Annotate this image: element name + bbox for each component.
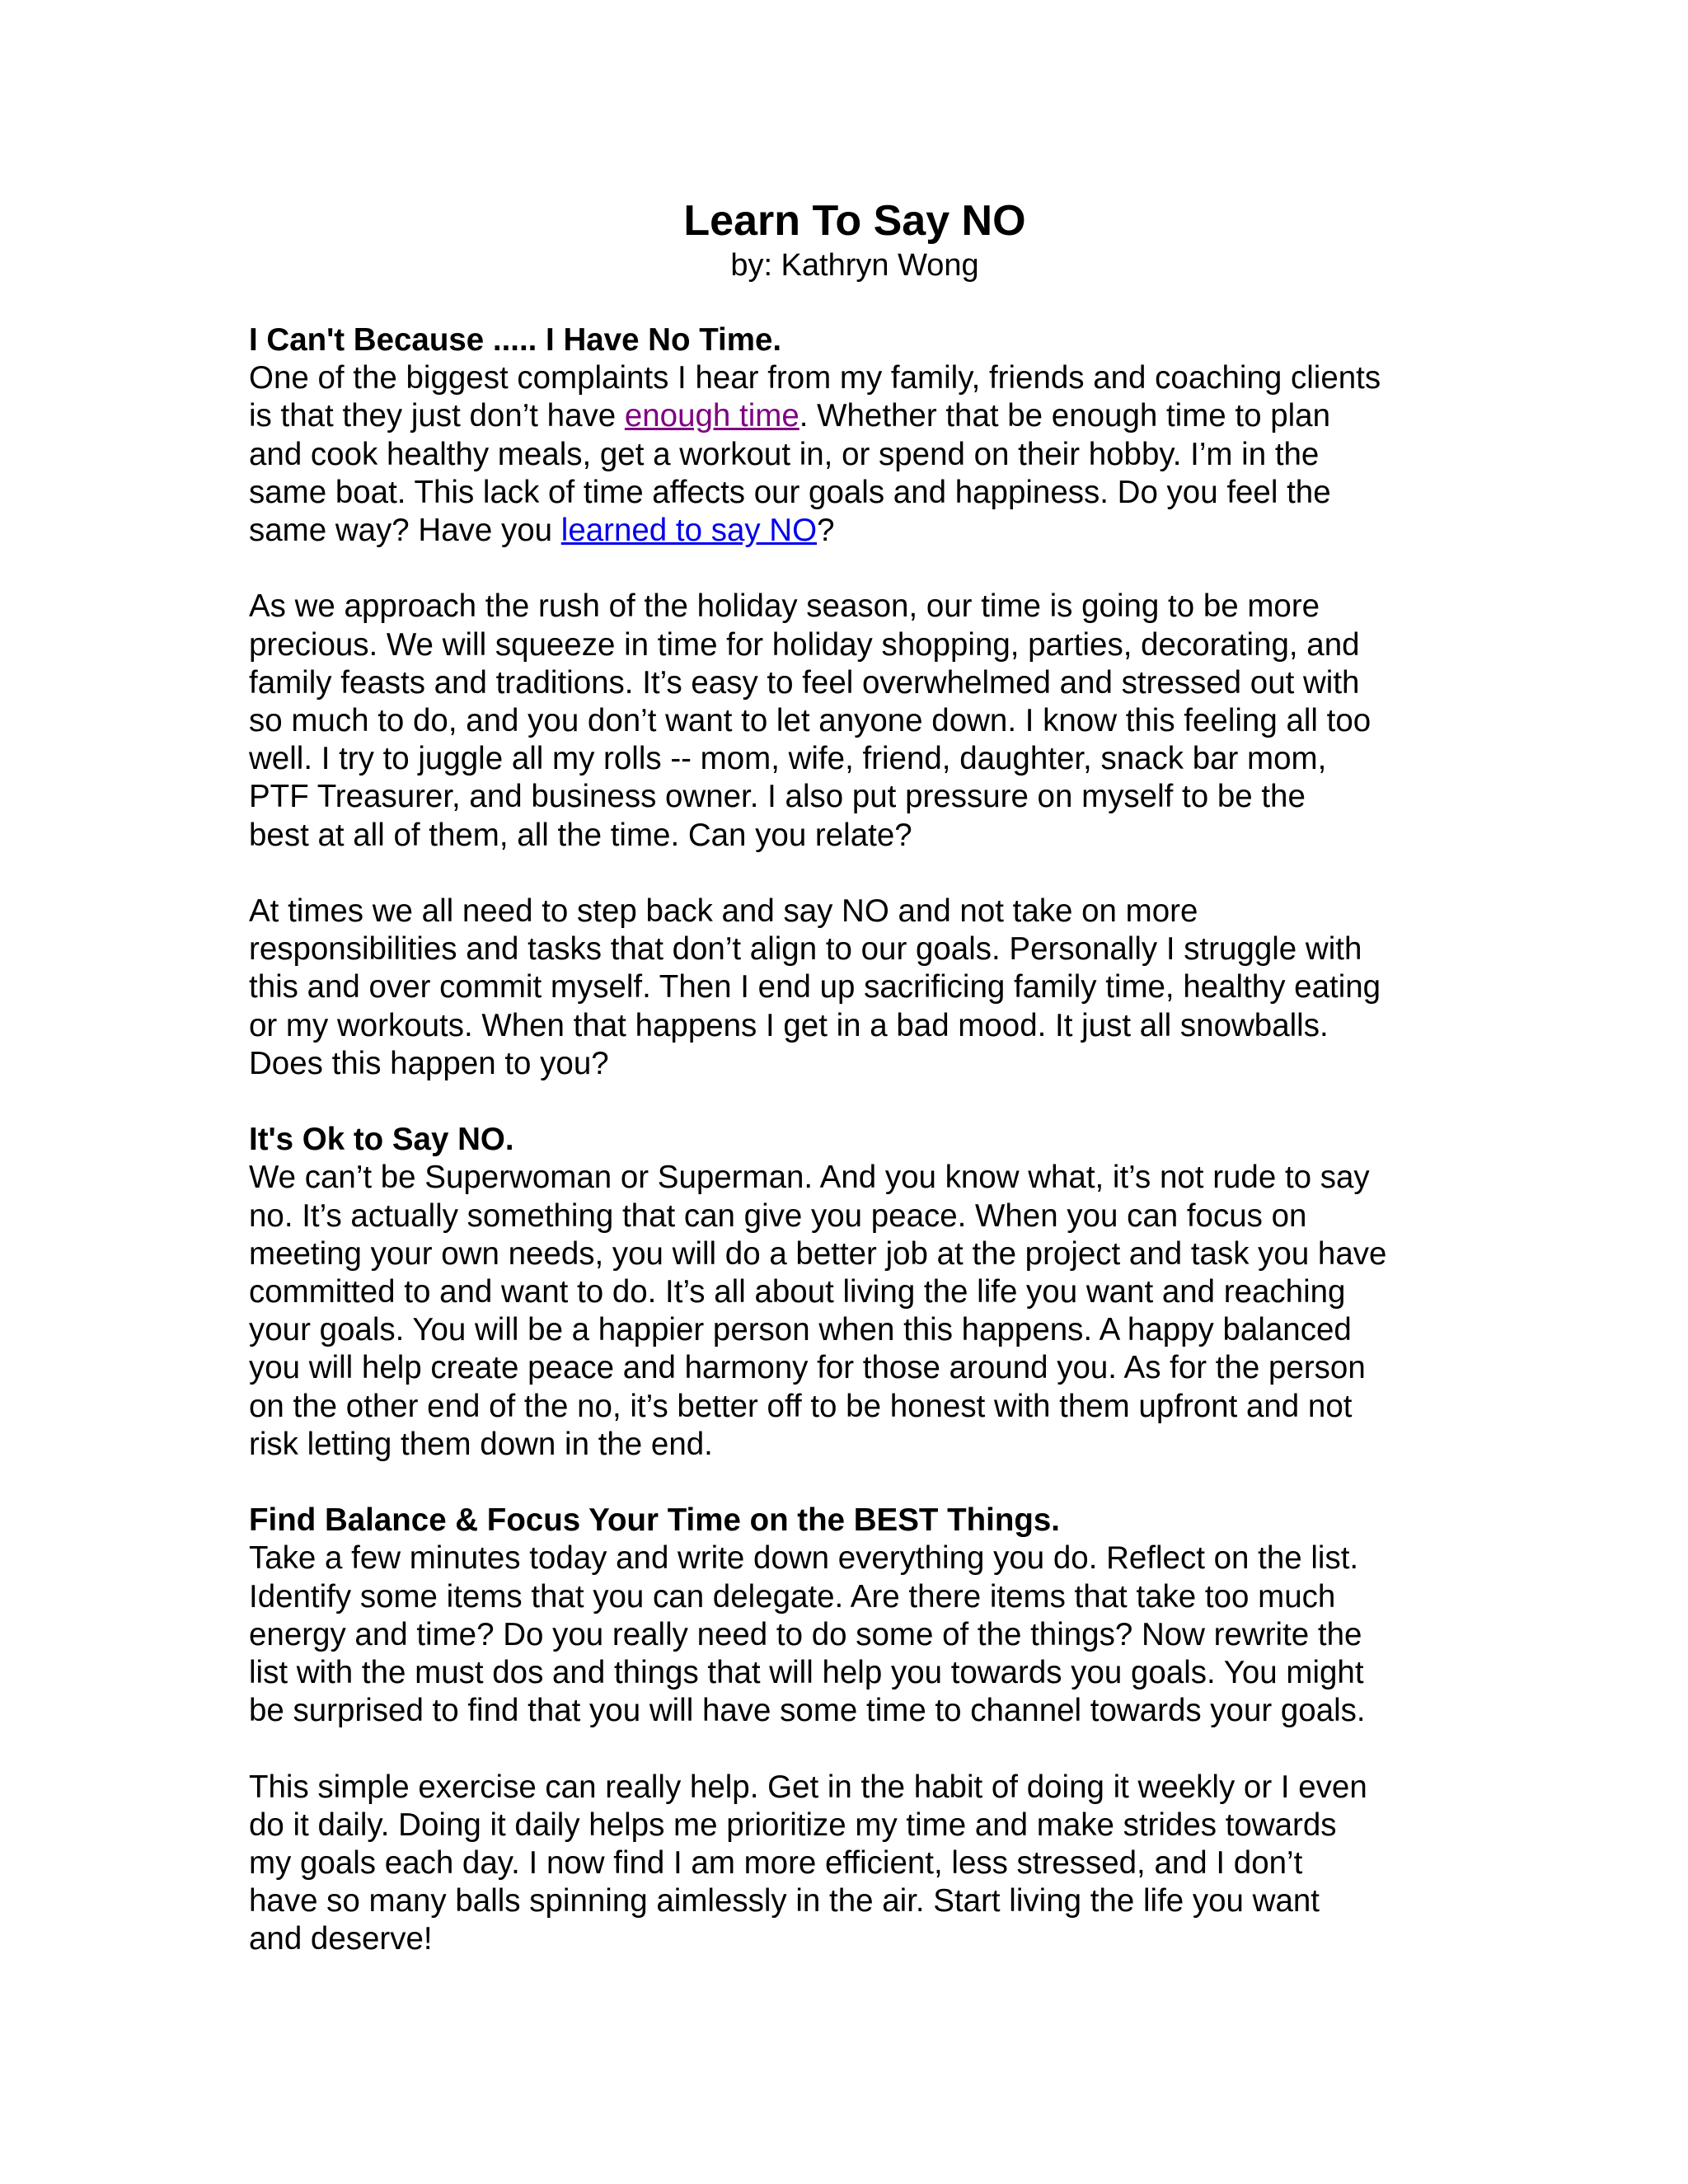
paragraph — [249, 893, 1461, 1083]
section-heading-ok-to-say-no: It's Ok to Say NO. — [249, 1122, 514, 1158]
text-line: One of the biggest complaints I hear from my family, friends and coaching clients — [249, 360, 1381, 396]
text-line: committed to and want to do. It’s all about living the life you want and reaching — [249, 1274, 1346, 1310]
paragraph — [249, 588, 1461, 854]
text-line: Identify some items that you can delegate. Are there items that take too much — [249, 1578, 1336, 1615]
paragraph — [249, 1769, 1461, 1959]
text-span: same way? Have you — [249, 513, 561, 549]
text-line — [249, 512, 1461, 550]
paragraph — [249, 359, 1461, 550]
paragraph — [249, 1159, 1461, 1464]
text-line: on the other end of the no, it’s better off to be honest with them upfront and not — [249, 1388, 1353, 1424]
text-span: ? — [817, 513, 835, 549]
text-line: you will help create peace and harmony for those around you. As for the person — [249, 1350, 1366, 1386]
text-line: list with the must dos and things that will help you towards you goals. You might — [249, 1655, 1364, 1691]
section-heading-find-balance: Find Balance & Focus Your Time on the BEST Things. — [249, 1502, 1061, 1539]
section-heading-no-time: I Can't Because ..... I Have No Time. — [249, 322, 782, 358]
text-line: responsibilities and tasks that don’t align to our goals. Personally I struggle with — [249, 931, 1362, 968]
paragraph — [249, 1540, 1461, 1730]
text-line: As we approach the rush of the holiday season, our time is going to be more — [249, 588, 1320, 625]
text-line: best at all of them, all the time. Can you relate? — [249, 817, 912, 853]
text-line: your goals. You will be a happier person when this happens. A happy balanced — [249, 1312, 1352, 1348]
text-line: well. I try to juggle all my rolls -- mom, wife, friend, daughter, snack bar mom, — [249, 741, 1327, 777]
text-line: We can’t be Superwoman or Superman. And you know what, it’s not rude to say — [249, 1160, 1370, 1196]
text-line — [249, 397, 1461, 435]
page-title: Learn To Say NO — [683, 197, 1026, 245]
text-span: . Whether that be enough time to plan — [799, 398, 1330, 434]
text-line: my goals each day. I now find I am more efficient, less stressed, and I don’t — [249, 1845, 1303, 1882]
learned-to-say-no-link[interactable]: learned to say NO — [560, 513, 818, 549]
document-page — [249, 196, 1461, 1997]
text-span: is that they just don’t have — [249, 398, 625, 434]
byline: by: Kathryn Wong — [730, 248, 979, 283]
text-line: and cook healthy meals, get a workout in, or spend on their hobby. I’m in the — [249, 436, 1320, 472]
text-line: PTF Treasurer, and business owner. I also put pressure on myself to be the — [249, 779, 1306, 815]
text-line: meeting your own needs, you will do a better job at the project and task you have — [249, 1235, 1387, 1272]
text-line: and deserve! — [249, 1921, 433, 1957]
text-line: Does this happen to you? — [249, 1045, 609, 1081]
text-line: this and over commit myself. Then I end up sacrificing family time, healthy eating — [249, 969, 1381, 1005]
text-line: or my workouts. When that happens I get in a bad mood. It just all snowballs. — [249, 1007, 1329, 1043]
text-line: family feasts and traditions. It’s easy to feel overwhelmed and stressed out with — [249, 664, 1360, 701]
text-line: do it daily. Doing it daily helps me prioritize my time and make strides towards — [249, 1807, 1337, 1843]
text-line: energy and time? Do you really need to do some of the things? Now rewrite the — [249, 1616, 1362, 1652]
text-line: same boat. This lack of time affects our goals and happiness. Do you feel the — [249, 474, 1331, 510]
text-line: be surprised to find that you will have some time to channel towards your goals. — [249, 1693, 1366, 1729]
text-line: Take a few minutes today and write down everything you do. Reflect on the list. — [249, 1540, 1359, 1577]
text-line: have so many balls spinning aimlessly in the air. Start living the life you want — [249, 1883, 1320, 1919]
text-line: no. It’s actually something that can give you peace. When you can focus on — [249, 1197, 1307, 1234]
enough-time-link[interactable]: enough time — [624, 398, 799, 434]
text-line: At times we all need to step back and say NO and not take on more — [249, 893, 1198, 930]
text-line: risk letting them down in the end. — [249, 1426, 713, 1462]
text-line: precious. We will squeeze in time for holiday shopping, parties, decorating, and — [249, 626, 1360, 663]
text-line: This simple exercise can really help. Get in the habit of doing it weekly or I even — [249, 1769, 1367, 1805]
text-line: so much to do, and you don’t want to let anyone down. I know this feeling all too — [249, 703, 1372, 739]
